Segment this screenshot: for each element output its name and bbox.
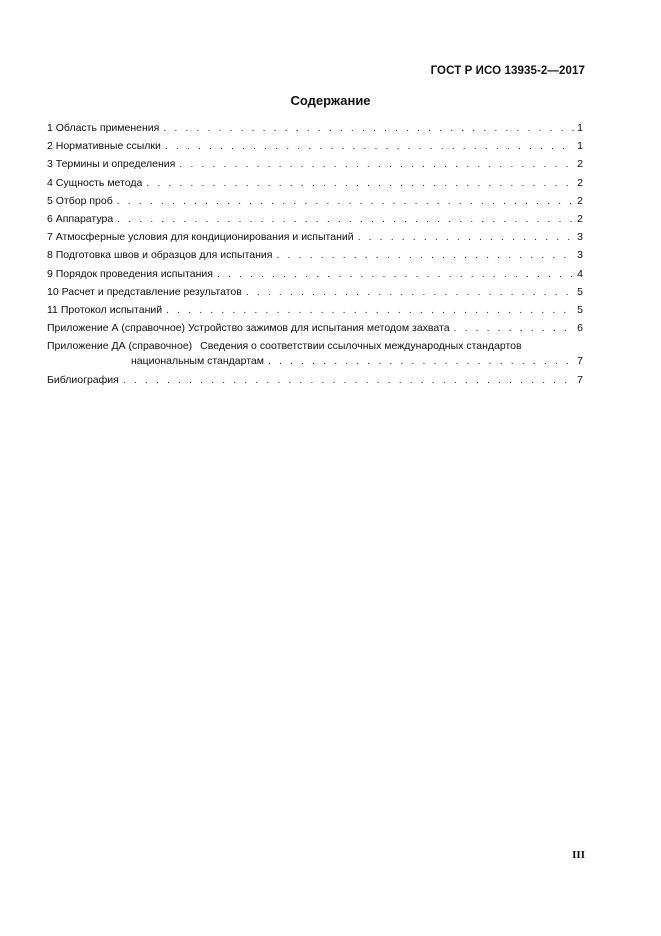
dot-leader: [179, 157, 574, 171]
toc-entry-line: [47, 354, 583, 373]
toc-entry-label: 11 Протокол испытаний: [47, 303, 163, 316]
dot-leader: [165, 139, 574, 153]
toc-entry-label: 6 Аппаратура: [47, 212, 114, 225]
toc-entry[interactable]: [47, 267, 583, 285]
dot-leader: [117, 194, 574, 208]
toc-entry-label: 3 Термины и определения: [47, 158, 176, 171]
dot-leader: [166, 303, 574, 317]
toc-entry-page: 7: [577, 374, 583, 387]
toc-entry[interactable]: [47, 139, 583, 157]
dot-leader: [276, 248, 574, 262]
toc-entry[interactable]: [47, 303, 583, 321]
toc-entry-page: 2: [577, 176, 583, 189]
toc-entry-label: 9 Порядок проведения испытания: [47, 267, 213, 280]
dot-leader: [163, 121, 574, 135]
toc-entry-line: [47, 339, 583, 354]
dot-leader: [246, 285, 574, 299]
dot-leader: [454, 321, 574, 335]
toc-entry[interactable]: [47, 157, 583, 175]
toc-entry[interactable]: [47, 176, 583, 194]
dot-leader: [217, 267, 574, 281]
toc-entry-bibliography[interactable]: [47, 373, 583, 391]
toc-entry-label: 8 Подготовка швов и образцов для испытания: [47, 249, 273, 262]
toc-entry-page: 2: [577, 158, 583, 171]
toc-entry-page: 5: [577, 303, 583, 316]
dot-leader: [123, 373, 574, 387]
appendix-prefix: Приложение ДА (справочное): [47, 340, 193, 353]
toc-title: Содержание: [290, 93, 371, 108]
toc-entry-label: 10 Расчет и представление результатов: [47, 285, 242, 298]
document-code: ГОСТ Р ИСО 13935-2—2017: [430, 65, 585, 77]
toc-entry[interactable]: [47, 121, 583, 139]
toc-entry-page: 2: [577, 194, 583, 207]
toc-entry-label: 4 Сущность метода: [47, 176, 143, 189]
toc-entry-page: 3: [577, 231, 583, 244]
toc-entry-page: 3: [577, 249, 583, 262]
toc-entry-page: 7: [577, 355, 583, 368]
toc-entry-label: 2 Нормативные ссылки: [47, 140, 161, 153]
toc-entry-page: 5: [577, 285, 583, 298]
toc-entry[interactable]: [47, 321, 583, 339]
toc-entry-page: 6: [577, 322, 583, 335]
table-of-contents: [47, 121, 583, 391]
dot-leader: [117, 212, 574, 226]
toc-entry[interactable]: [47, 248, 583, 266]
page-number: III: [572, 849, 585, 861]
appendix-title-line-2: национальным стандартам: [131, 355, 264, 368]
dot-leader: [146, 176, 574, 190]
toc-entry-label: 1 Область применения: [47, 122, 160, 134]
toc-entry-label: Библиография: [47, 374, 119, 387]
toc-entry-page: 1: [577, 122, 583, 134]
toc-entry-label: Приложение А (справочное) Устройство зажимов для испытания методом захвата: [47, 322, 450, 335]
toc-entry[interactable]: [47, 194, 583, 212]
dot-leader: [268, 354, 574, 368]
toc-entry-page: 2: [577, 212, 583, 225]
toc-entry-page: 4: [577, 267, 583, 280]
toc-entry[interactable]: [47, 212, 583, 230]
toc-entry-appendix-da[interactable]: [47, 339, 583, 373]
toc-entry-label: 7 Атмосферные условия для кондиционирования и испытаний: [47, 231, 354, 244]
toc-entry[interactable]: [47, 230, 583, 248]
toc-entry[interactable]: [47, 285, 583, 303]
toc-entry-label: 5 Отбор проб: [47, 194, 113, 207]
appendix-title-line-1: Сведения о соответствии ссылочных международных стандартов: [200, 340, 522, 353]
toc-entry-page: 1: [577, 140, 583, 153]
dot-leader: [358, 230, 574, 244]
